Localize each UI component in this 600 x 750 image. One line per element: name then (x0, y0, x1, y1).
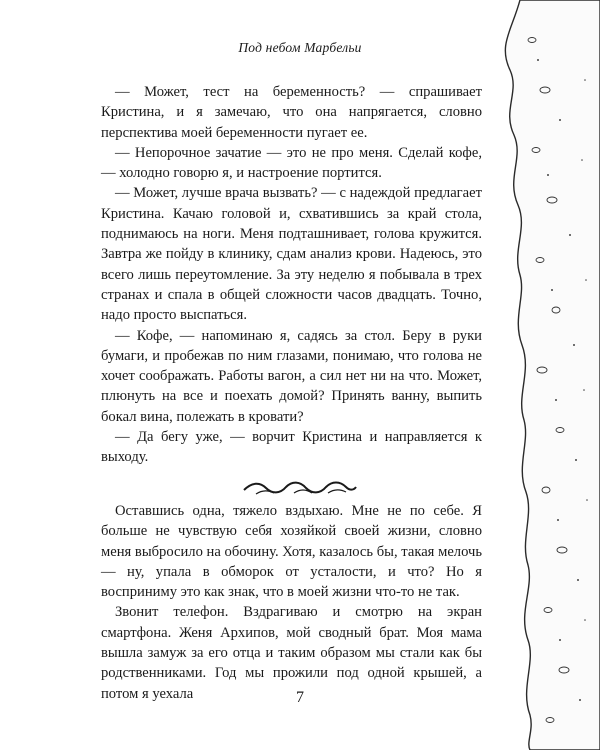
decorative-sand-edge-icon (490, 0, 600, 750)
page-number: 7 (296, 689, 304, 706)
paragraph: — Кофе, — напоминаю я, садясь за стол. Беру в руки бумаги, и пробежав по ним глазами, понимаю, что голова не хочет соображать. Работы вагон, а сил нет ни на что. Может, плюнуть на все и поехать домой? Принять ванну, выпить бокал вина, полежать в кровати? (101, 327, 482, 425)
wave-divider-icon (242, 478, 358, 498)
text-block-1 (101, 82, 482, 468)
paragraph: Звонит телефон. Вздрагиваю и смотрю на экран смартфона. Женя Архипов, мой сводный брат. Моя мама вышла замуж за его отца и таким образом мы стали как бы родственниками. Год мы прожили под одной крышей, а потом я уехала (101, 604, 482, 702)
paragraph: — Непорочное зачатие — это не про меня. Сделай кофе, — холодно говорю я, и настроение портится. (101, 144, 482, 182)
paragraph: Оставшись одна, тяжело вздыхаю. Мне не по себе. Я больше не чувствую себя хозяйкой своей жизни, словно меня выбросило на обочину. Хотя, казалось бы, такая мелочь — ну, упала в обморок от усталости, и что? Но я восприниму это как знак, что в моей жизни что-то не так. (101, 503, 482, 601)
running-header: Под небом Марбельи (238, 40, 362, 55)
paragraph: — Может, лучше врача вызвать? — с надеждой предлагает Кристина. Качаю головой и, схватившись за край стола, поднимаюсь на ноги. Меня подташнивает, голова кружится. Завтра же пойду в клинику, сдам анализ крови. Надеюсь, это всего лишь переутомление. За эту неделю я побывала в трех странах и спала в общей сложности часов двадцать. Точно, надо просто выспаться. (101, 185, 482, 324)
paragraph: — Может, тест на беременность? — спрашивает Кристина, и я замечаю, что она напрягается, словно перспектива моей беременности пугает ее. (101, 84, 482, 141)
text-block-2 (101, 501, 482, 704)
paragraph: — Да бегу уже, — ворчит Кристина и направляется к выходу. (101, 429, 482, 466)
